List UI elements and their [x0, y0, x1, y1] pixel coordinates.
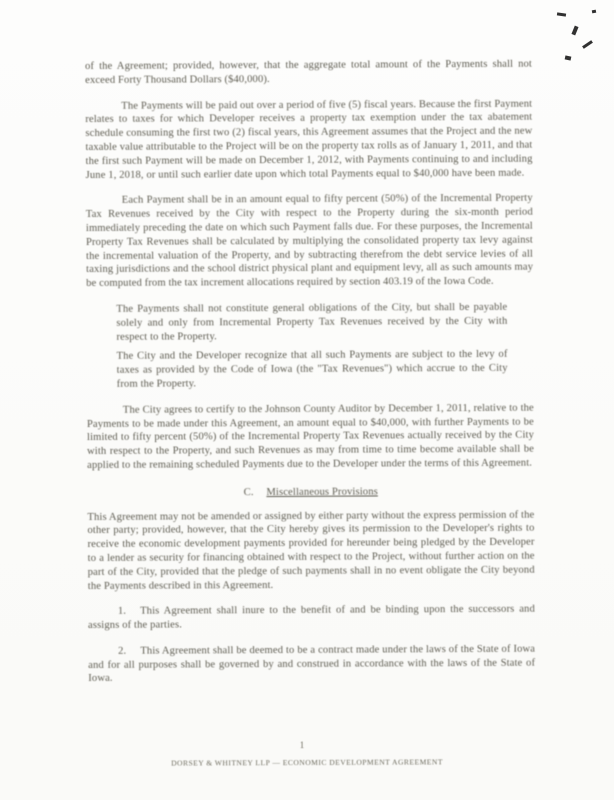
- scan-artifact: [557, 12, 566, 16]
- footer-line: DORSEY & WHITNEY LLP — ECONOMIC DEVELOPMENT AGREEMENT: [171, 757, 443, 768]
- section-heading: [87, 484, 534, 500]
- document-text-block: [85, 58, 535, 699]
- scan-artifact: [571, 26, 578, 36]
- scan-artifact: [565, 55, 572, 60]
- paragraph-payment-calculation: Each Payment shall be in an amount equal to fifty percent (50%) of the Incremental Property Tax Revenues received by the City with respect to the Property during the six-month period immediately preceding the date on which such Payment falls due. For these purposes, the Incremental Property Tax Revenues shall be calculated by multiplying the consolidated property tax levy against the incremental valuation of the Property, and by subtracting therefrom the debt service levies of all taxing jurisdictions and the school district physical plant and equipment levy, all as such amounts may be computed from the tax increment allocations required by section 403.19 of the Iowa Code.: [85, 193, 534, 290]
- numbered-item: [88, 603, 535, 633]
- paragraph-certification: The City agrees to certify to the Johnson County Auditor by December 1, 2011, relative to the Payments to be made under this Agreement, an amount equal to $40,000, with further Payments to be limited to fifty percent (50%) of the Incremental Property Tax Revenues actually received by the City with respect to the Property, and such Revenues as may from time to time become available shall be applied to the remaining scheduled Payments due to the Developer under the terms of this Agreement.: [86, 402, 535, 471]
- paragraph-assignment: This Agreement may not be amended or assigned by either party without the express permission of the other party; provided, however, that the City hereby gives its permission to the Developer's rights to receive the economic development payments provided for hereunder being pledged by the Developer to a lender as security for financing obtained with respect to the Project, without further action on the part of the City, provided that the pledge of such payments shall in no event obligate the City beyond the Payments described in this Agreement.: [87, 509, 535, 592]
- section-letter: C.: [243, 486, 254, 498]
- indented-quote: The Payments shall not constitute general obligations of the City, but shall be payable solely and only from Incremental Property Tax Revenues received by the City with respect to the Property.: [116, 301, 508, 343]
- section-title: Miscellaneous Provisions: [266, 486, 378, 498]
- scan-artifact: [582, 40, 593, 49]
- scan-artifact: [592, 10, 596, 14]
- item-number: 2.: [118, 645, 127, 657]
- indented-quote: The City and the Developer recognize that all such Payments are subject to the levy of taxes as provided by the Code of Iowa (the "Tax Revenues") which accrue to the City from the Property.: [116, 349, 508, 390]
- numbered-item: [88, 643, 535, 687]
- page-number: 1: [299, 740, 305, 750]
- paragraph-continuation: of the Agreement; provided, however, that the aggregate total amount of the Payments shall not exceed Forty Thousand Dollars ($40,000).: [85, 58, 533, 86]
- item-number: 1.: [117, 606, 127, 618]
- item-text: This Agreement shall inure to the benefit of and be binding upon the successors and assigns of the parties.: [87, 603, 535, 632]
- item-text: This Agreement shall be deemed to be a contract made under the laws of the State of Iowa and for all purposes shall be governed by and construed in accordance with the laws of the State of Iowa.: [88, 643, 536, 685]
- paragraph-payment-schedule: The Payments will be paid out over a period of five (5) fiscal years. Because the first Payment relates to taxes for which Developer receives a property tax exemption under the tax abatement schedule consuming the first two (2) fiscal years, this Agreement assumes that the Project and the new taxable value attributable to the Project will be on the property tax rolls as of January 1, 2011, and that the first such Payment will be made on December 1, 2012, with Payments continuing to and including June 1, 2018, or until such earlier date upon which total Payments equal to $40,000 have been made.: [85, 98, 533, 181]
